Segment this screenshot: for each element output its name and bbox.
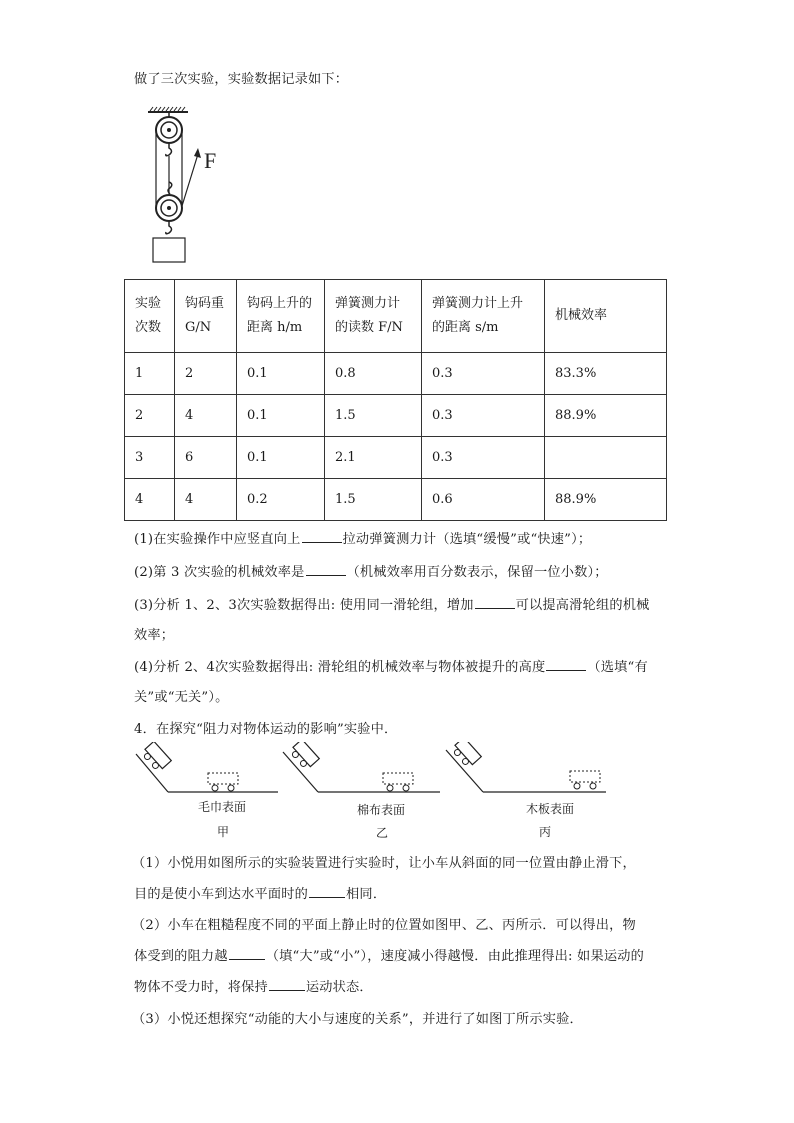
header-cell: 钩码上升的 距离 h/m: [237, 280, 325, 353]
weight-box: [153, 238, 185, 262]
question-3-1: (1)在实验操作中应竖直向上 拉动弹簧测力计（选填“缓慢”或“快速”）；: [134, 532, 592, 547]
incline-figure-jia: [136, 742, 278, 792]
answer-blank: [309, 885, 345, 898]
answer-blank: [475, 596, 515, 609]
question-4-3: （3）小悦还想探究“动能的大小与速度的关系”，并进行了如图丁所示实验．: [132, 1012, 583, 1027]
table-row: 4 4 0.2 1.5 0.6 88.9%: [125, 479, 667, 521]
question-4-2-cont2: 物体不受力时，将保持 运动状态．: [134, 980, 373, 995]
header-cell: 弹簧测力计上升 的距离 s/m: [422, 280, 545, 353]
question-4-2: （2）小车在粗糙程度不同的平面上静止时的位置如图甲、乙、丙所示．可以得出，物: [132, 918, 636, 933]
force-label: F: [204, 148, 217, 173]
answer-blank: [546, 658, 586, 671]
question-3-3: (3)分析 1、2、3次实验数据得出: 使用同一滑轮组，增加 可以提高滑轮组的机械: [134, 598, 650, 613]
incline-figure-bing: [446, 742, 606, 792]
fixed-hook: [166, 143, 172, 156]
intro-text: 做了三次实验，实验数据记录如下：: [134, 72, 349, 87]
surface-name-jia: 毛巾表面: [198, 800, 247, 814]
answer-blank: [306, 563, 346, 576]
incline-figures: [128, 742, 628, 802]
question-3-4-cont: 关”或“无关”）。: [134, 690, 229, 705]
movable-hook: [166, 221, 172, 234]
surface-label-jia: 甲: [217, 825, 230, 839]
answer-blank: [302, 530, 342, 543]
surface-name-bing: 木板表面: [526, 802, 575, 816]
table-row: 1 2 0.1 0.8 0.3 83.3%: [125, 353, 667, 395]
data-table: [124, 279, 667, 521]
pulley-figure: [140, 104, 235, 264]
question-4-1-cont: 目的是使小车到达水平面时的 相同．: [134, 887, 387, 902]
header-cell: 实验 次数: [125, 280, 175, 353]
table-row: 3 6 0.1 2.1 0.3: [125, 437, 667, 479]
header-cell: 钩码重 G/N: [175, 280, 237, 353]
question-4-1: （1）小悦用如图所示的实验装置进行实验时，让小车从斜面的同一位置由静止滑下，: [132, 856, 636, 871]
question-4-title: 4．在探究“阻力对物体运动的影响”实验中．: [134, 722, 398, 737]
surface-label-yi: 乙: [376, 826, 389, 840]
question-3-3-cont: 效率；: [134, 628, 175, 643]
header-cell: 弹簧测力计 的读数 F/N: [325, 280, 422, 353]
answer-blank: [229, 947, 265, 960]
question-4-2-cont: 体受到的阻力越 （填“大”或“小”），速度减小得越慢．由此推理得出: 如果运动的: [134, 949, 644, 964]
surface-label-bing: 丙: [539, 825, 552, 839]
table-row: 2 4 0.1 1.5 0.3 88.9%: [125, 395, 667, 437]
incline-figure-yi: [283, 742, 440, 792]
question-3-2: (2)第 3 次实验的机械效率是 （机械效率用百分数表示，保留一位小数）；: [134, 565, 608, 580]
fixed-pulley: [156, 117, 182, 143]
answer-blank: [269, 978, 305, 991]
question-3-4: (4)分析 2、4次实验数据得出: 滑轮组的机械效率与物体被提升的高度 （选填“有: [134, 660, 648, 675]
ceiling-hatch: [150, 107, 185, 111]
surface-name-yi: 棉布表面: [357, 803, 406, 817]
force-arrow: [194, 148, 201, 158]
header-cell: 机械效率: [545, 280, 667, 353]
pull-rope: [182, 154, 198, 206]
movable-pulley: [156, 195, 182, 221]
